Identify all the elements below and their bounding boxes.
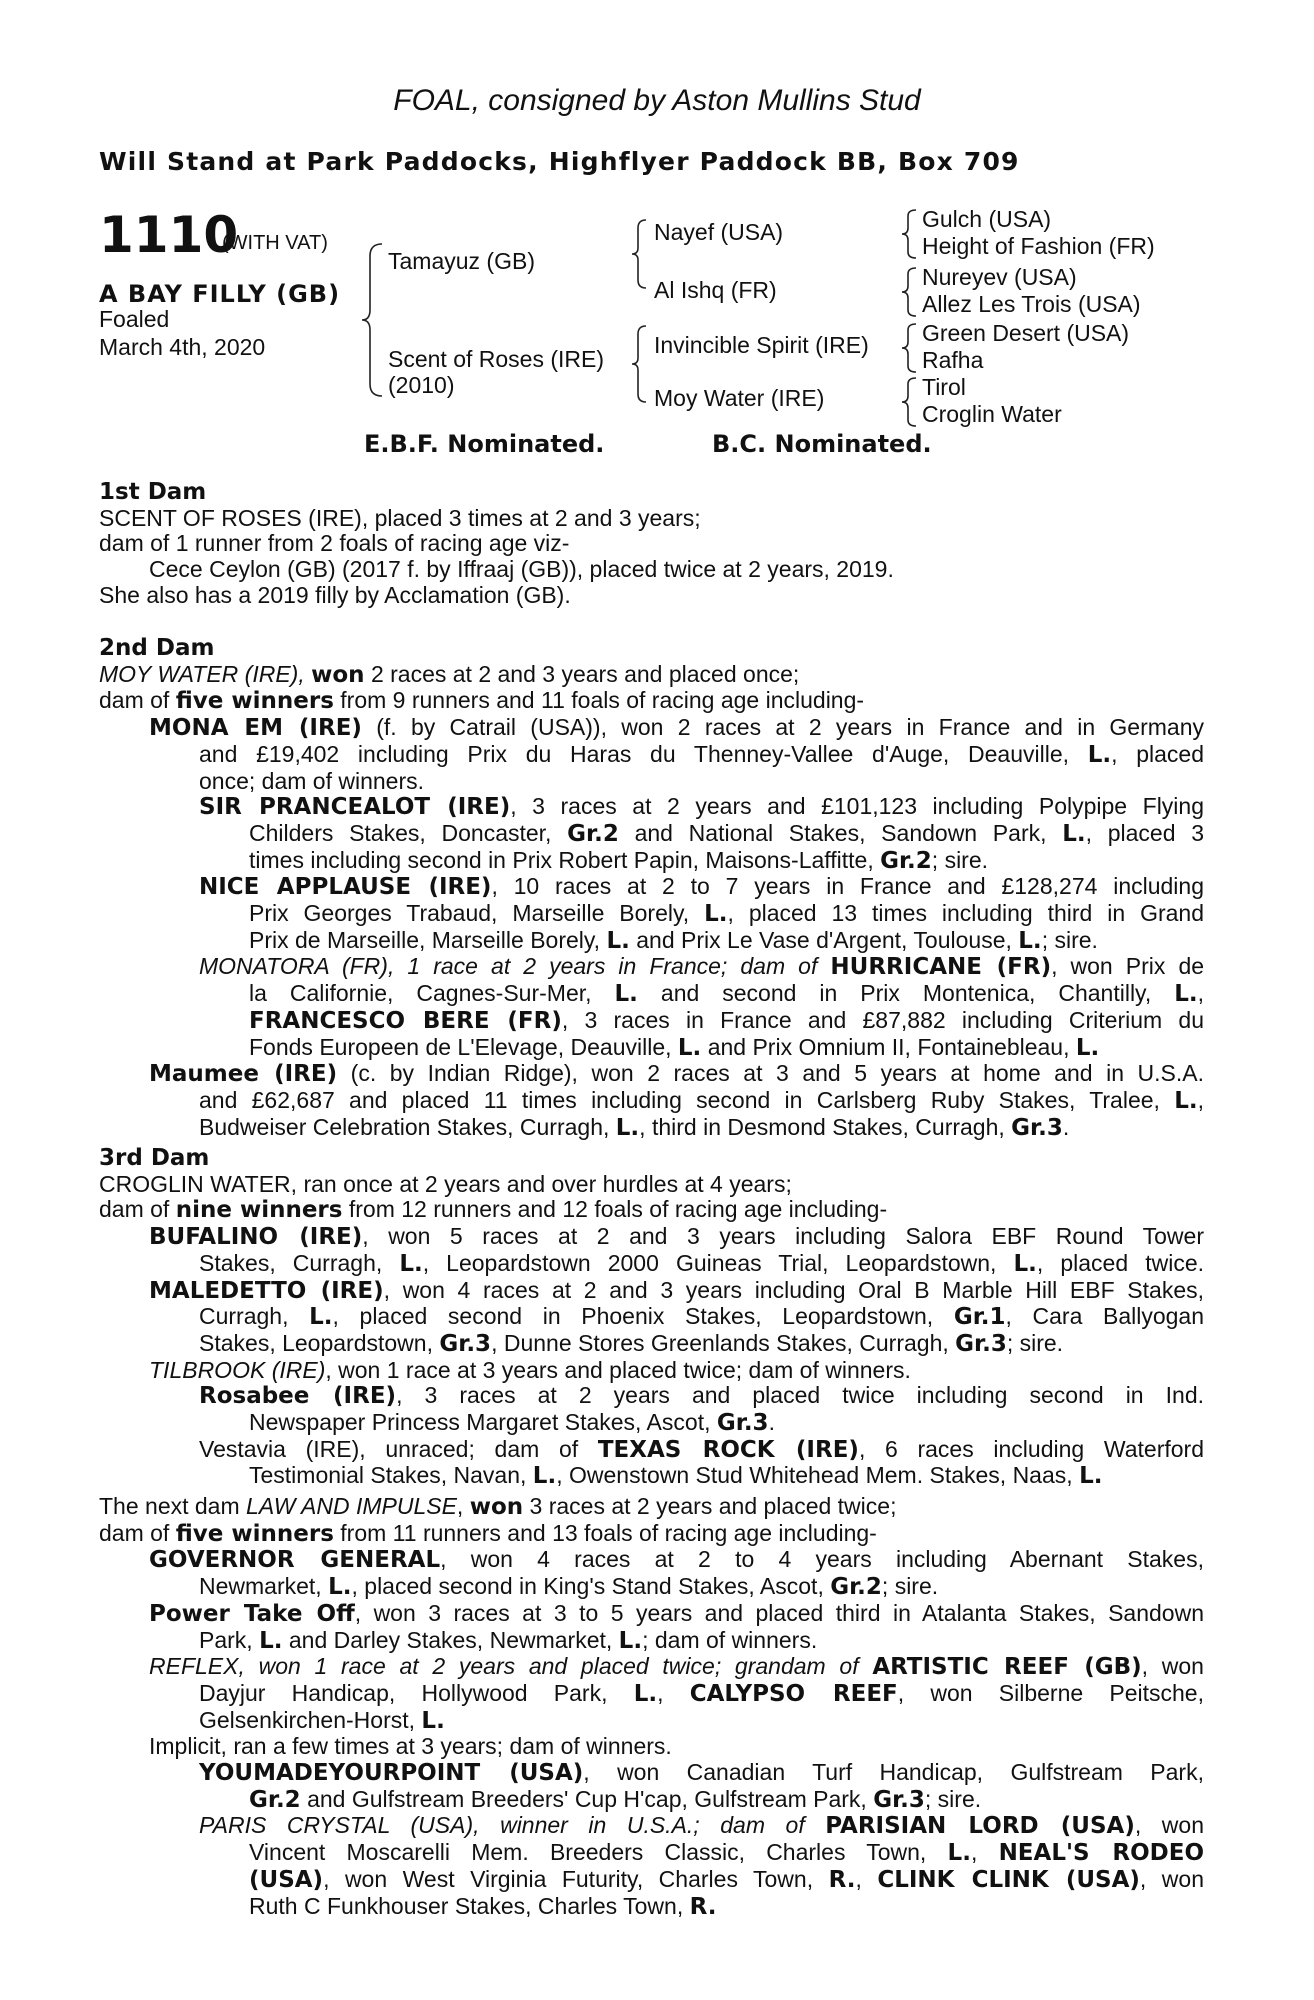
text-line — [99, 901, 1204, 928]
pedigree-ddd: Croglin Water — [922, 401, 1062, 427]
dam-name: TILBROOK (IRE) — [149, 1356, 326, 1383]
text: , won Prix de — [1051, 953, 1205, 980]
text-line — [99, 1410, 1204, 1437]
text-line — [99, 1840, 1204, 1867]
text: , Owenstown Stud Whitehead Mem. Stakes, Naas, — [556, 1462, 1073, 1489]
text: and £62,687 and placed 11 times including second in Carlsberg Ruby Stakes, Tralee, — [199, 1086, 1160, 1113]
text-line — [99, 662, 1204, 689]
text: ; sire. — [881, 1573, 939, 1600]
pedigree-dam-dam: Moy Water (IRE) — [654, 385, 825, 411]
horse-name: YOUMADEYOURPOINT (USA) — [199, 1760, 584, 1787]
grade: Gr.2 — [830, 1574, 882, 1601]
grade: L. — [1018, 927, 1042, 954]
grade: L. — [1087, 741, 1112, 768]
text: , Dunne Stores Greenlands Stakes, Curragh, — [491, 1329, 949, 1356]
text: from 11 runners and 13 foals of racing age including- — [340, 1519, 877, 1546]
text: . — [768, 1409, 775, 1436]
text: , 3 races at 2 years and £101,123 including Polypipe Flying — [510, 793, 1204, 820]
grade: Gr.1 — [953, 1304, 1006, 1331]
text: and Gulfstream Breeders' Cup H'cap, Gulfstream Park, — [307, 1785, 867, 1812]
text-line — [99, 821, 1204, 848]
horse-description: A BAY FILLY (GB) — [99, 280, 341, 308]
text-line — [99, 1278, 1204, 1305]
text: Testimonial Stakes, Navan, — [249, 1462, 527, 1489]
text-line — [99, 1008, 1204, 1035]
grade: L. — [633, 1680, 658, 1707]
text: dam of — [99, 1196, 170, 1223]
grade: Gr.2 — [567, 820, 619, 847]
pedigree-dss: Green Desert (USA) — [922, 320, 1130, 346]
text: times including second in Prix Robert Papin, Maisons-Laffitte, — [249, 846, 874, 873]
text: Newspaper Princess Margaret Stakes, Ascot, — [249, 1409, 711, 1436]
text: 3 races at 2 years and placed twice; — [529, 1493, 897, 1519]
text: Childers Stakes, Doncaster, — [249, 819, 552, 846]
horse-name: ARTISTIC REEF (GB) — [872, 1654, 1142, 1681]
text: Budweiser Celebration Stakes, Curragh, — [199, 1113, 610, 1140]
text-line — [99, 1760, 1204, 1787]
horse-name: MALEDETTO (IRE) — [149, 1277, 384, 1304]
text-line — [99, 742, 1204, 769]
grade: L. — [1013, 1250, 1037, 1277]
text: , won 1 race at 2 years and placed twice; grandam of — [238, 1653, 859, 1680]
grade: L. — [1062, 820, 1086, 847]
grade: L. — [614, 981, 638, 1008]
dam-name: MOY WATER (IRE), — [99, 660, 305, 687]
text: , placed second in Phoenix Stakes, Leopardstown, — [332, 1303, 934, 1330]
dam-name: PARIS CRYSTAL (USA) — [199, 1812, 474, 1839]
text-line: Implicit, ran a few times at 3 years; dam of winners. — [149, 1733, 672, 1760]
pedigree-brace-5 — [900, 264, 920, 320]
horse-name: CLINK CLINK (USA) — [877, 1866, 1140, 1893]
text: Curragh, — [199, 1303, 289, 1330]
text: (c. by Indian Ridge), won 2 races at 3 and 5 years at home and in U.S.A. — [350, 1060, 1204, 1087]
text-line — [99, 1681, 1204, 1708]
pedigree-ssd: Height of Fashion (FR) — [922, 233, 1155, 259]
text: dam of — [99, 1519, 170, 1546]
text: , won 4 races at 2 to 4 years including Abernant Stakes, — [440, 1546, 1204, 1573]
grade: R. — [828, 1866, 856, 1893]
foaled-info — [99, 305, 265, 361]
third-dam-section — [99, 1146, 1204, 1490]
text-line — [99, 1115, 1204, 1142]
grade: R. — [689, 1893, 717, 1920]
grade: L. — [1174, 1087, 1198, 1114]
text: Park, — [199, 1626, 253, 1653]
first-dam-section — [99, 480, 1204, 609]
text: , won — [1139, 1865, 1204, 1892]
dam-name: LAW AND IMPULSE — [246, 1493, 457, 1519]
text: , — [855, 1865, 862, 1892]
grade: Gr.2 — [249, 1786, 301, 1813]
text: Fonds Europeen de L'Elevage, Deauville, — [249, 1033, 672, 1060]
pedigree-dam: Scent of Roses (IRE) — [388, 346, 605, 372]
grade: L. — [677, 1034, 702, 1061]
horse-name: FRANCESCO BERE (FR) — [249, 1007, 562, 1034]
text: Stakes, Leopardstown, — [199, 1329, 433, 1356]
text: , won 4 races at 2 and 3 years including Oral B Marble Hill EBF Stakes, — [383, 1276, 1205, 1303]
text: (f. by Catrail (USA)), won 2 races at 2 years in France and in Germany — [376, 714, 1204, 741]
text: Vincent Moscarelli Mem. Breeders Classic, Charles Town, — [249, 1839, 927, 1866]
text: The next dam — [99, 1493, 240, 1519]
pedigree-dam-sire: Invincible Spirit (IRE) — [654, 332, 869, 358]
text: and Prix Omnium II, Fontainebleau, — [707, 1033, 1070, 1060]
text: , won Silberne Peitsche, — [897, 1679, 1204, 1706]
bold-text: five winners — [175, 1520, 334, 1547]
first-dam-line: SCENT OF ROSES (IRE), placed 3 times at 2 and 3 years; — [99, 504, 701, 531]
bold-text: won — [311, 661, 365, 688]
text: , won Canadian Turf Handicap, Gulfstream Park, — [583, 1759, 1204, 1786]
grade: L. — [421, 1707, 445, 1734]
text: and second in Prix Montenica, Chantilly, — [660, 980, 1152, 1007]
text-line — [99, 1331, 1204, 1358]
horse-name: CALYPSO REEF — [689, 1680, 898, 1707]
text-line — [99, 874, 1204, 901]
grade: Gr.3 — [873, 1786, 925, 1813]
pedigree-dds: Tirol — [922, 374, 966, 400]
grade: L. — [328, 1574, 352, 1601]
text-line — [99, 1304, 1204, 1331]
text: , won — [1134, 1812, 1204, 1839]
ebf-nominated: E.B.F. Nominated. — [364, 430, 605, 458]
pedigree-brace-3 — [630, 322, 650, 406]
dam-name: MONATORA (FR) — [199, 953, 388, 980]
horse-name: NICE APPLAUSE (IRE) — [199, 874, 492, 901]
text: and £19,402 including Prix du Haras du Thenney-Vallee d'Auge, Deauville, — [199, 740, 1070, 767]
lot-number: 1110 — [99, 206, 239, 264]
text: , 3 races at 2 years and placed twice including second in Ind. — [396, 1382, 1204, 1409]
text-line — [99, 1358, 1204, 1384]
text: , — [657, 1679, 664, 1706]
text-line — [99, 1787, 1204, 1814]
horse-name: HURRICANE (FR) — [830, 954, 1052, 981]
text: , won West Virginia Futurity, Charles Town, — [323, 1865, 814, 1892]
text: ; sire. — [1006, 1329, 1064, 1356]
text: , winner in U.S.A.; dam of — [473, 1812, 805, 1839]
text: , placed 3 — [1085, 819, 1205, 846]
text: ; sire. — [931, 846, 989, 873]
text: , third in Desmond Stakes, Curragh, — [639, 1113, 1005, 1140]
text: , won 3 races at 3 to 5 years and placed third in Atalanta Stakes, Sandown — [354, 1599, 1204, 1626]
bold-text: nine winners — [175, 1197, 343, 1224]
text: , — [456, 1493, 464, 1519]
horse-name: Power Take Off — [149, 1600, 355, 1627]
dam-name: REFLEX — [149, 1653, 239, 1680]
text: , won 5 races at 2 and 3 years including Salora EBF Round Tower — [362, 1223, 1204, 1250]
text-line — [99, 1867, 1204, 1894]
pedigree-sds: Nureyev (USA) — [922, 264, 1077, 290]
grade: L. — [615, 1114, 640, 1141]
text-line — [99, 1224, 1204, 1251]
text: Prix Georges Trabaud, Marseille Borely, — [249, 900, 690, 927]
text-line — [99, 794, 1204, 821]
horse-name: TEXAS ROCK (IRE) — [597, 1436, 859, 1463]
text-line — [99, 1088, 1204, 1115]
bc-nominated: B.C. Nominated. — [712, 430, 932, 458]
stand-location: Will Stand at Park Paddocks, Highflyer Paddock BB, Box 709 — [99, 147, 1020, 176]
text: , placed twice. — [1036, 1249, 1204, 1276]
text-line — [99, 1574, 1204, 1601]
grade: Gr.3 — [955, 1330, 1007, 1357]
text: dam of — [99, 687, 170, 714]
grade: L. — [259, 1627, 283, 1654]
foaled-date: March 4th, 2020 — [99, 334, 266, 360]
text-line — [99, 954, 1204, 981]
text-line — [99, 1628, 1204, 1655]
text: Ruth C Funkhouser Stakes, Charles Town, — [249, 1892, 684, 1919]
text-line — [99, 1197, 1204, 1224]
text: ; sire. — [1041, 926, 1098, 953]
text-line: CROGLIN WATER, ran once at 2 years and over hurdles at 4 years; — [99, 1170, 792, 1197]
grade: L. — [618, 1627, 643, 1654]
pedigree-brace-6 — [900, 320, 920, 376]
text: and National Stakes, Sandown Park, — [634, 819, 1047, 846]
text-line — [99, 1437, 1204, 1464]
horse-name: Rosabee (IRE) — [199, 1383, 397, 1410]
horse-name: SIR PRANCEALOT (IRE) — [199, 794, 511, 821]
text-line — [99, 1251, 1204, 1278]
text-line — [99, 1654, 1204, 1681]
text-line: once; dam of winners. — [199, 767, 425, 794]
grade: Gr.3 — [1011, 1114, 1063, 1141]
text: ; sire. — [924, 1785, 982, 1812]
text-line — [99, 1708, 1204, 1735]
text: , 6 races including Waterford — [858, 1435, 1204, 1462]
text: . — [1062, 1113, 1070, 1140]
grade: Gr.3 — [439, 1330, 492, 1357]
first-dam-line: Cece Ceylon (GB) (2017 f. by Iffraaj (GB)), placed twice at 2 years, 2019. — [149, 556, 894, 583]
grade: L. — [1174, 981, 1198, 1008]
text: , 3 races in France and £87,882 including Criterium du — [561, 1006, 1204, 1033]
horse-name: PARISIAN LORD (USA) — [825, 1813, 1135, 1840]
foaled-label: Foaled — [99, 306, 170, 332]
horse-name: MONA EM (IRE) — [149, 715, 362, 742]
pedigree-sdd: Allez Les Trois (USA) — [922, 291, 1141, 317]
text-line — [99, 1601, 1204, 1628]
text: ; dam of winners. — [642, 1626, 818, 1653]
text: and Darley Stakes, Newmarket, — [288, 1626, 613, 1653]
pedigree-sire-dam: Al Ishq (FR) — [654, 277, 777, 303]
text-line — [99, 1463, 1204, 1490]
grade: Gr.2 — [880, 847, 932, 874]
second-dam-section — [99, 636, 1204, 1141]
text-line — [99, 1494, 1204, 1521]
consignor-line: FOAL, consigned by Aston Mullins Stud — [393, 84, 921, 117]
text: , 1 race at 2 years in France; dam of — [387, 953, 818, 980]
first-dam-line: dam of 1 runner from 2 foals of racing age viz- — [99, 530, 570, 557]
bold-text: five winners — [175, 688, 334, 715]
horse-name: Maumee (IRE) — [149, 1061, 338, 1088]
first-dam-heading: 1st Dam — [99, 479, 207, 505]
text: , — [1197, 1086, 1204, 1113]
text: Prix de Marseille, Marseille Borely, — [249, 926, 601, 953]
text: from 12 runners and 12 foals of racing age including- — [348, 1196, 888, 1223]
text-line — [99, 928, 1204, 955]
grade: L. — [704, 901, 728, 928]
text: la Californie, Cagnes-Sur-Mer, — [249, 980, 592, 1007]
grade: L. — [399, 1250, 423, 1277]
pedigree-brace-2 — [630, 216, 650, 292]
text-line — [99, 1894, 1204, 1921]
text: Vestavia (IRE), unraced; dam of — [199, 1435, 579, 1462]
text: , Leopardstown 2000 Guineas Trial, Leopardstown, — [422, 1249, 997, 1276]
text-line — [99, 1383, 1204, 1410]
pedigree-brace-7 — [900, 374, 920, 430]
horse-name: BUFALINO (IRE) — [149, 1224, 363, 1251]
grade: L. — [947, 1840, 971, 1867]
grade: L. — [1079, 1463, 1103, 1490]
third-dam-heading: 3rd Dam — [99, 1145, 210, 1171]
grade: L. — [532, 1463, 557, 1490]
text: , placed 13 times including third in Grand — [727, 900, 1204, 927]
grade: L. — [309, 1304, 333, 1331]
text-line — [99, 1547, 1204, 1574]
vat-note: (WITH VAT) — [222, 232, 328, 254]
text: , placed — [1111, 740, 1204, 767]
next-dam-section — [99, 1494, 1204, 1920]
horse-name: (USA) — [249, 1866, 324, 1893]
text: , — [970, 1839, 978, 1866]
text-line — [99, 688, 1204, 715]
text: 2 races at 2 and 3 years and placed once; — [370, 660, 800, 687]
first-dam-line: She also has a 2019 filly by Acclamation (GB). — [99, 581, 571, 608]
text: Gelsenkirchen-Horst, — [199, 1706, 416, 1733]
text: from 9 runners and 11 foals of racing age including- — [340, 687, 865, 714]
bold-text: won — [469, 1494, 524, 1520]
text-line — [99, 981, 1204, 1008]
text: , 10 races at 2 to 7 years in France and £128,274 including — [491, 873, 1204, 900]
horse-name: GOVERNOR GENERAL — [149, 1547, 441, 1574]
text: Dayjur Handicap, Hollywood Park, — [199, 1679, 608, 1706]
pedigree-brace-1 — [360, 240, 390, 400]
text: , won — [1141, 1653, 1204, 1680]
pedigree-dam-year: (2010) — [388, 372, 455, 398]
horse-name: NEAL'S RODEO — [998, 1840, 1205, 1867]
grade: L. — [1075, 1034, 1100, 1061]
pedigree-sire: Tamayuz (GB) — [388, 248, 535, 274]
text-line — [99, 715, 1204, 742]
text-line — [99, 1813, 1204, 1840]
grade: L. — [606, 927, 630, 954]
pedigree-dsd: Rafha — [922, 347, 984, 373]
text: , — [1197, 980, 1205, 1007]
text: and Prix Le Vase d'Argent, Toulouse, — [636, 926, 1012, 953]
second-dam-heading: 2nd Dam — [99, 635, 215, 661]
text: Stakes, Curragh, — [199, 1249, 383, 1276]
text: Newmarket, — [199, 1573, 322, 1600]
pedigree-sss: Gulch (USA) — [922, 206, 1052, 232]
text: , won 1 race at 3 years and placed twice; dam of winners. — [325, 1356, 911, 1383]
pedigree-brace-4 — [900, 206, 920, 262]
text-line — [99, 1061, 1204, 1088]
text-line — [99, 1521, 1204, 1548]
text-line — [99, 848, 1204, 875]
text: , Cara Ballyogan — [1005, 1303, 1205, 1330]
text-line — [99, 1035, 1204, 1062]
pedigree-sire-sire: Nayef (USA) — [654, 219, 784, 245]
grade: Gr.3 — [716, 1410, 769, 1437]
text: , placed second in King's Stand Stakes, Ascot, — [351, 1573, 824, 1600]
